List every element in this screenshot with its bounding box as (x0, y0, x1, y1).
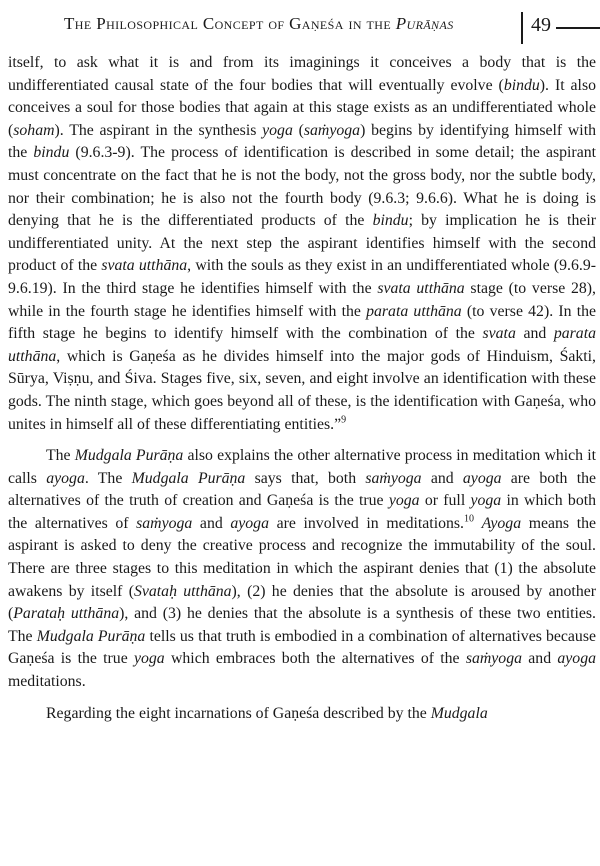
italic-term: soham (13, 121, 55, 139)
text-run: , with the souls as they exist in an undifferentiated whole (9.6.9-9.6.19). In the third stage he identifies himself with the (8, 257, 596, 297)
italic-term: saṁyoga (465, 650, 523, 668)
italic-term: svata (482, 325, 516, 343)
text-run: and (522, 650, 558, 668)
italic-term: svata utthāna (101, 257, 188, 275)
text-run: ; by implication he is their undifferentiated unity. At the next step the aspirant identifies himself with the second product of the (8, 212, 596, 275)
text-run: ( (292, 121, 304, 139)
italic-term: yoga (262, 121, 293, 139)
text-run: itself, to ask what it is and from its imaginings it conceives a body that is the undifferentiated causal state of the four bodies that will eventually evolve ( (8, 54, 596, 94)
italic-term: bindu (503, 76, 540, 94)
page-header (0, 8, 600, 42)
text-run: are both the alternatives of the truth of creation and Gaṇeśa is the true (8, 469, 597, 510)
text-run: tells us that truth is embodied in a combination of alternatives because Gaṇeśa is the true (8, 627, 596, 668)
italic-term: yoga (470, 492, 502, 510)
paragraph (8, 445, 596, 694)
italic-term: svata utthāna (377, 279, 465, 297)
italic-term: ayoga (557, 650, 596, 668)
text-run (474, 515, 482, 532)
italic-term: parata utthāna (366, 302, 462, 320)
italic-term: bindu (372, 212, 409, 230)
italic-term: Mudgala (430, 704, 488, 722)
italic-term: Parataḥ utthāna (13, 605, 120, 623)
text-run: and (515, 325, 554, 343)
italic-term: ayoga (462, 469, 502, 487)
header-horizontal-rule (556, 27, 600, 29)
text-run: meditations. (8, 673, 86, 691)
header-vertical-rule (521, 12, 523, 44)
italic-term: ayoga (230, 514, 269, 532)
italic-term: ayoga (46, 469, 85, 487)
running-head (64, 14, 514, 34)
italic-term: saṁyoga (303, 121, 361, 139)
italic-term: parata utthāna (8, 325, 596, 365)
text-run: and (192, 514, 231, 532)
paragraph (8, 52, 596, 436)
text-run: in which both the alternatives of (8, 492, 597, 532)
text-run: (to verse 42). In the fifth stage he begins to identify himself with the combination of the (8, 302, 596, 343)
text-run: (9.6.3-9). The process of identification is described in some detail; the aspirant must concentrate on the fact that he is not the body, not the gross body, nor the subtle body, nor their combination; he is also not the fourth body (9.6.3; 9.6.6). What he is doing is denying that he is the differentiated products of the (8, 144, 596, 230)
italic-term: saṁyoga (136, 514, 193, 532)
italic-term: Mudgala Purāṇa (74, 447, 184, 465)
text-run: ). The aspirant in the synthesis (54, 121, 263, 139)
italic-term: saṁyoga (365, 469, 422, 487)
italic-term: Mudgala Purāṇa (36, 627, 146, 645)
text-run: , which is Gaṇeśa as he divides himself into the major gods of Hinduism, Śakti, Sūrya, Viṣṇu, and Śiva. Stages five, six, seven, and eight involve an identification with these gods. The ninth stage, which goes beyond all of these, is the identification with Gaṇeśa, who unites in himself all of these differentiating entities.” (8, 347, 596, 433)
text-run: ) begins by identifying himself with the (8, 121, 596, 162)
italic-term: Svataḥ utthāna (133, 582, 232, 600)
italic-term: Ayoga (481, 514, 522, 532)
italic-term: Mudgala Purāṇa (131, 469, 246, 487)
text-run: and (421, 469, 463, 487)
text-run: or full (419, 492, 471, 510)
footnote-ref: 9 (341, 414, 347, 426)
page-number: 49 (531, 14, 551, 36)
text-run: are involved in meditations. (268, 514, 464, 532)
text-run: ), and (3) he denies that the absolute is a synthesis of these two entities. The (8, 605, 597, 645)
text-run: which embraces both the alternatives of the (164, 650, 466, 668)
footnote-ref: 10 (463, 513, 474, 525)
italic-term: yoga (134, 650, 165, 668)
italic-term: bindu (33, 144, 70, 162)
running-head-italic: Purāṇas (395, 14, 454, 33)
text-run: means the aspirant is asked to deny the creative process and recognize the immutability of the soul. There are three stages to this meditation in which the aspirant denies that (1) the absolute awakens by itself ( (8, 514, 596, 600)
text-run: The (46, 447, 75, 465)
text-run: stage (to verse 28), while in the fourth stage he identifies himself with the (8, 279, 596, 320)
text-run: ). It also conceives a soul for those bodies that again at this stage exists as an undifferentiated whole ( (8, 76, 596, 139)
text-run: ), (2) he denies that the absolute is aroused by another ( (8, 582, 596, 623)
paragraph (8, 703, 596, 726)
body-text (8, 52, 596, 725)
running-head-title: The Philosophical Concept of Gaṇeśa in the (64, 14, 396, 33)
text-run: says that, both (245, 469, 366, 487)
text-run: also explains the other alternative process in meditation which it calls (8, 447, 596, 487)
text-run: . The (84, 469, 132, 487)
italic-term: yoga (388, 492, 420, 510)
text-run: Regarding the eight incarnations of Gaṇeśa described by the (46, 704, 431, 722)
